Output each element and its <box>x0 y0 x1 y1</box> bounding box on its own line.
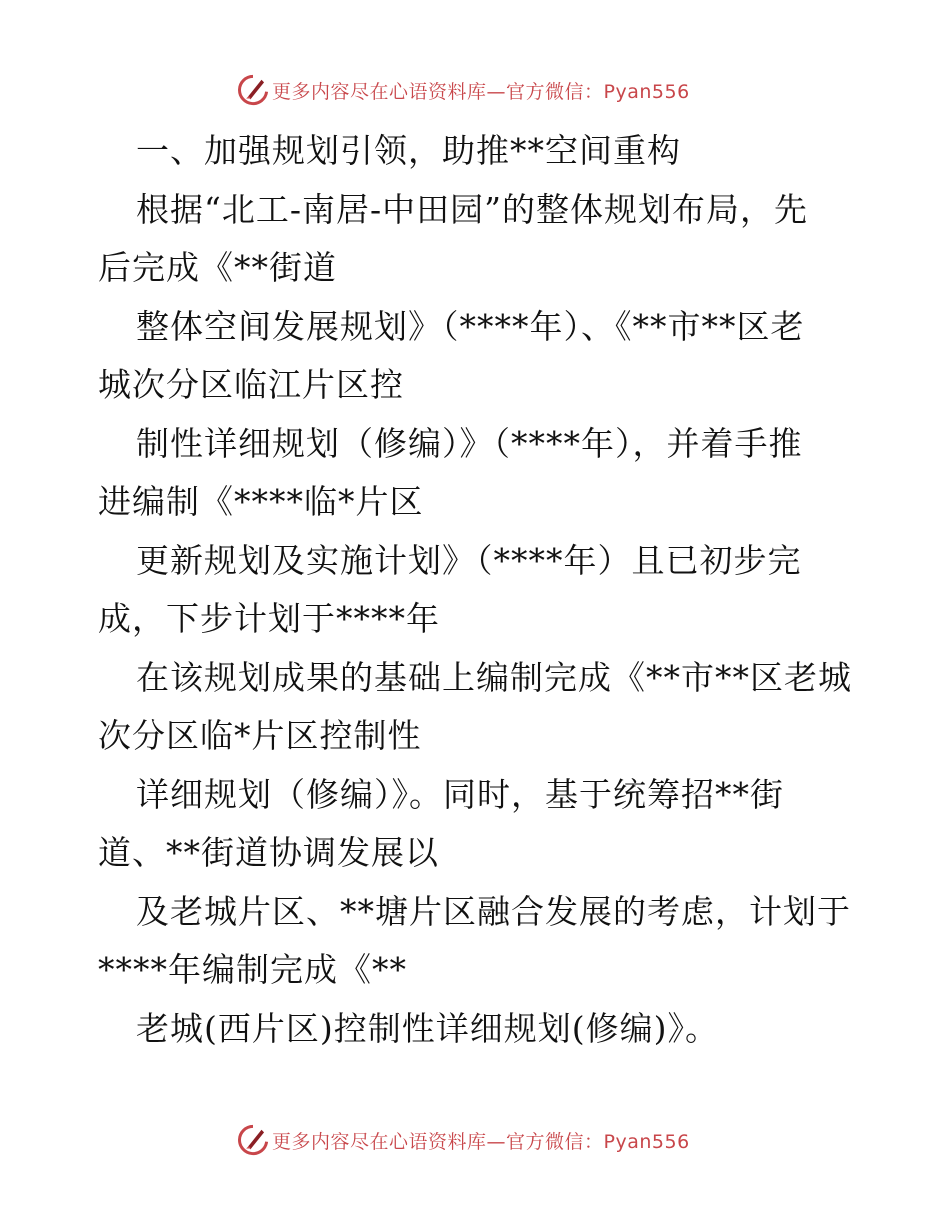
paragraph-line: 整体空间发展规划》（****年）、《**市**区老 <box>136 306 805 346</box>
pen-nib-circle-icon <box>236 1123 270 1157</box>
paragraph-line: 老城(西片区)控制性详细规划(修编)》。 <box>136 1008 719 1048</box>
footer-watermark <box>236 1122 690 1158</box>
paragraph-line: 成，下步计划于****年 <box>98 599 440 638</box>
paragraph-line: 道、**街道协调发展以 <box>98 833 439 872</box>
paragraph-line: 城次分区临江片区控 <box>98 365 404 404</box>
header-watermark <box>236 72 690 108</box>
paragraph-line: 根据“北工-南居-中田园”的整体规划布局，先 <box>136 189 809 229</box>
paragraph-line: 进编制《****临*片区 <box>98 482 424 521</box>
paragraph-line: ****年编制完成《** <box>98 950 407 989</box>
paragraph-line: 在该规划成果的基础上编制完成《**市**区老城 <box>136 657 852 697</box>
pen-nib-circle-icon <box>236 73 270 107</box>
paragraph-line: 详细规划（修编）》。同时，基于统筹招**街 <box>136 774 784 814</box>
paragraph-line: 及老城片区、**塘片区融合发展的考虑，计划于 <box>136 891 851 931</box>
document-body <box>98 122 858 1058</box>
paragraph-line: 次分区临*片区控制性 <box>98 716 422 755</box>
paragraph-line: 更新规划及实施计划》（****年）且已初步完 <box>136 540 802 580</box>
section-heading: 一、加强规划引领，助推**空间重构 <box>136 131 681 170</box>
header-watermark-text: 更多内容尽在心语资料库—官方微信：Pyan556 <box>272 80 690 103</box>
footer-watermark-text: 更多内容尽在心语资料库—官方微信：Pyan556 <box>272 1130 690 1153</box>
paragraph-line: 后完成《**街道 <box>98 248 337 287</box>
paragraph-line: 制性详细规划（修编）》（****年），并着手推 <box>136 423 803 463</box>
